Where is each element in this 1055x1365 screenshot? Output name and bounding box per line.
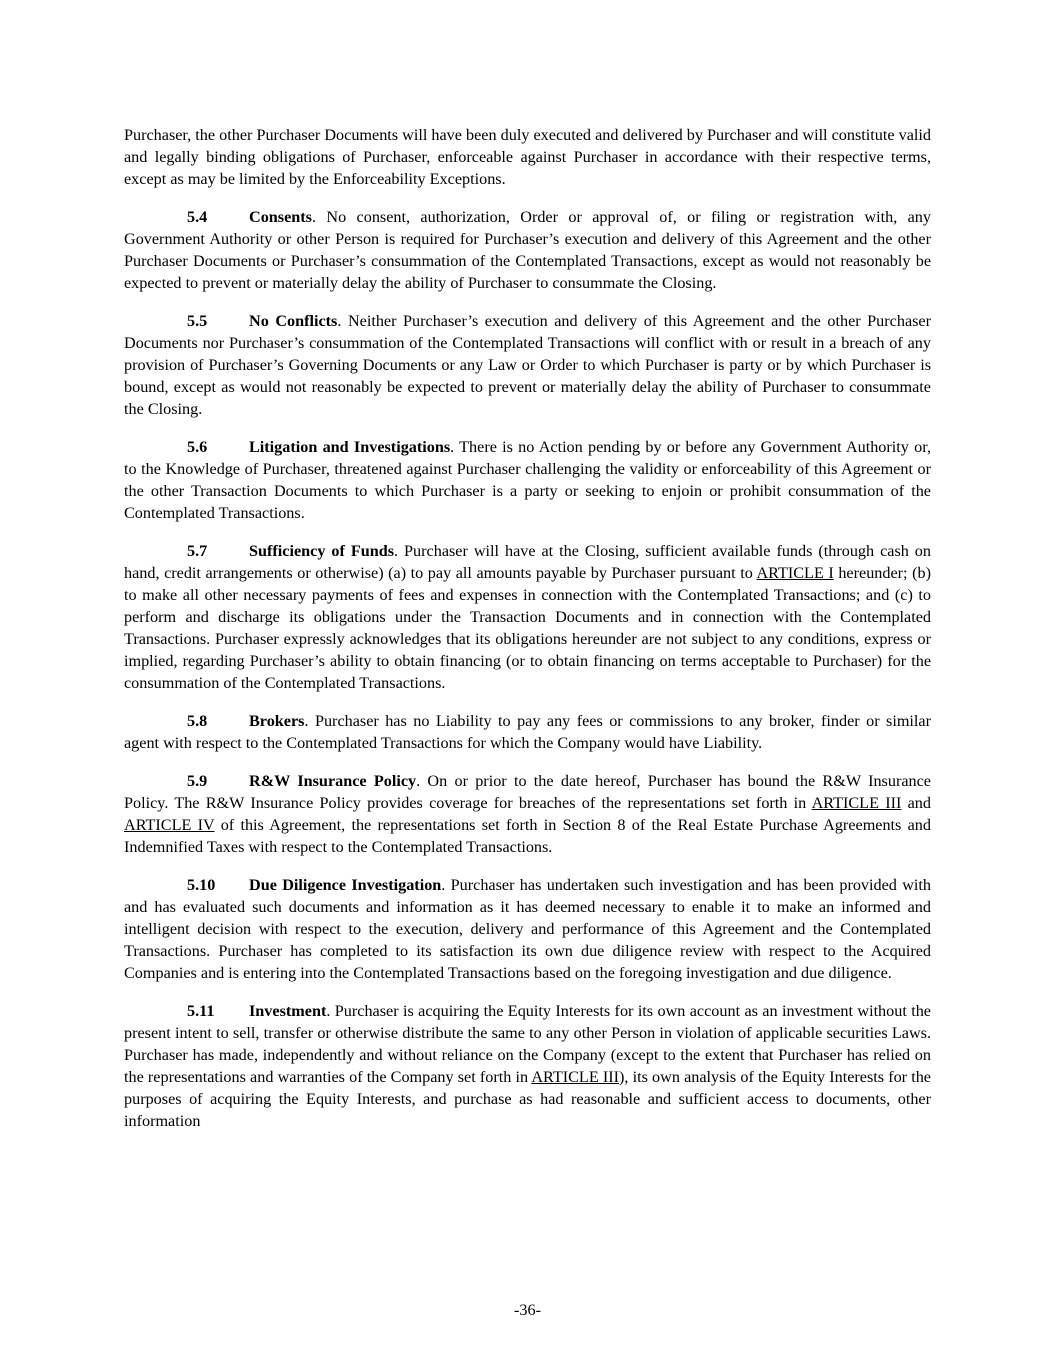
section-heading: Consents bbox=[249, 208, 312, 226]
section-text: . There is no Action pending by or before any Government Authority or, to the Knowledge of Purchaser, threatened against Purchaser challenging the validity or enforceability of this Agreement or the other Transaction Documents to which Purchaser is a party or seeking to enjoin or prohibit consummation of the Contemplated Transactions. bbox=[124, 438, 931, 522]
section-heading: Due Diligence Investigation bbox=[249, 876, 442, 894]
section-text: . On or prior to the date hereof, Purchaser has bound the R&W Insurance Policy. The R&W Insurance Policy provides coverage for breaches of the representations set forth in bbox=[124, 772, 931, 812]
section-5-9 bbox=[124, 770, 931, 858]
section-number: 5.5 bbox=[187, 312, 208, 330]
section-5-8 bbox=[124, 710, 931, 754]
section-text: and bbox=[901, 794, 931, 812]
section-text: . No consent, authorization, Order or approval of, or filing or registration with, any Government Authority or other Person is required for Purchaser’s execution and delivery of this Agreement and the other Purchaser Documents or Purchaser’s consummation of the Contemplated Transactions, except as would not reasonably be expected to prevent or materially delay the ability of Purchaser to consummate the Closing. bbox=[124, 208, 931, 292]
article-reference-link[interactable]: ARTICLE I bbox=[756, 564, 834, 582]
section-heading: Litigation and Investigations bbox=[249, 438, 451, 456]
section-text: ), its own analysis of the Equity Interests for the purposes of acquiring the Equity Interests, and purchase as had reasonable and sufficient access to documents, other information bbox=[124, 1068, 931, 1130]
section-heading: Sufficiency of Funds bbox=[249, 542, 395, 560]
section-text: . Purchaser has undertaken such investigation and has been provided with and has evaluated such documents and information as it has deemed necessary to enable it to make an informed and intelligent decision with respect to the execution, delivery and performance of this Agreement and the Contemplated Transactions. Purchaser has completed to its satisfaction its own due diligence review with respect to the Acquired Companies and is entering into the Contemplated Transactions based on the foregoing investigation and due diligence. bbox=[124, 876, 931, 982]
section-5-4 bbox=[124, 206, 931, 294]
section-5-6 bbox=[124, 436, 931, 524]
intro-paragraph: Purchaser, the other Purchaser Documents will have been duly executed and delivered by Purchaser and will constitute valid and legally binding obligations of Purchaser, enforceable against Purchaser in accordance with their respective terms, except as may be limited by the Enforceability Exceptions. bbox=[124, 126, 931, 188]
section-number: 5.7 bbox=[187, 542, 208, 560]
section-heading: No Conflicts bbox=[249, 312, 338, 330]
section-number: 5.4 bbox=[187, 208, 208, 226]
article-reference-link[interactable]: ARTICLE IV bbox=[124, 816, 215, 834]
section-heading: Investment bbox=[249, 1002, 327, 1020]
section-5-10 bbox=[124, 874, 931, 984]
section-5-5 bbox=[124, 310, 931, 420]
article-reference-link[interactable]: ARTICLE III bbox=[811, 794, 902, 812]
article-reference-link[interactable]: ARTICLE III bbox=[531, 1068, 620, 1086]
section-text: . Neither Purchaser’s execution and delivery of this Agreement and the other Purchaser Documents nor Purchaser’s consummation of the Contemplated Transactions will conflict with or result in a breach of any provision of Purchaser’s Governing Documents or any Law or Order to which Purchaser is party or by which Purchaser is bound, except as would not reasonably be expected to prevent or materially delay the ability of Purchaser to consummate the Closing. bbox=[124, 312, 931, 418]
section-text: . Purchaser is acquiring the Equity Interests for its own account as an investment without the present intent to sell, transfer or otherwise distribute the same to any other Person in violation of applicable securities Laws. Purchaser has made, independently and without reliance on the Company (except to the extent that Purchaser has relied on the representations and warranties of the Company set forth in bbox=[124, 1002, 931, 1086]
page-number: -36- bbox=[514, 1301, 541, 1319]
section-text: hereunder; (b) to make all other necessary payments of fees and expenses in connection with the Contemplated Transactions; and (c) to perform and discharge its obligations under the Transaction Documents and in connection with the Contemplated Transactions. Purchaser expressly acknowledges that its obligations hereunder are not subject to any conditions, express or implied, regarding Purchaser’s ability to obtain financing (or to obtain financing on terms acceptable to Purchaser) for the consummation of the Contemplated Transactions. bbox=[124, 564, 931, 692]
section-number: 5.9 bbox=[187, 772, 208, 790]
section-number: 5.11 bbox=[187, 1002, 215, 1020]
section-text: . Purchaser will have at the Closing, sufficient available funds (through cash on hand, credit arrangements or otherwise) (a) to pay all amounts payable by Purchaser pursuant to bbox=[124, 542, 931, 582]
section-number: 5.10 bbox=[187, 876, 216, 894]
document-page bbox=[124, 124, 931, 1148]
section-text: . Purchaser has no Liability to pay any fees or commissions to any broker, finder or similar agent with respect to the Contemplated Transactions for which the Company would have Liability. bbox=[124, 712, 931, 752]
section-number: 5.6 bbox=[187, 438, 208, 456]
section-5-11 bbox=[124, 1000, 931, 1132]
section-5-7 bbox=[124, 540, 931, 694]
section-number: 5.8 bbox=[187, 712, 208, 730]
section-heading: R&W Insurance Policy bbox=[249, 772, 417, 790]
section-heading: Brokers bbox=[249, 712, 305, 730]
section-text: of this Agreement, the representations set forth in Section 8 of the Real Estate Purchase Agreements and Indemnified Taxes with respect to the Contemplated Transactions. bbox=[124, 816, 931, 856]
